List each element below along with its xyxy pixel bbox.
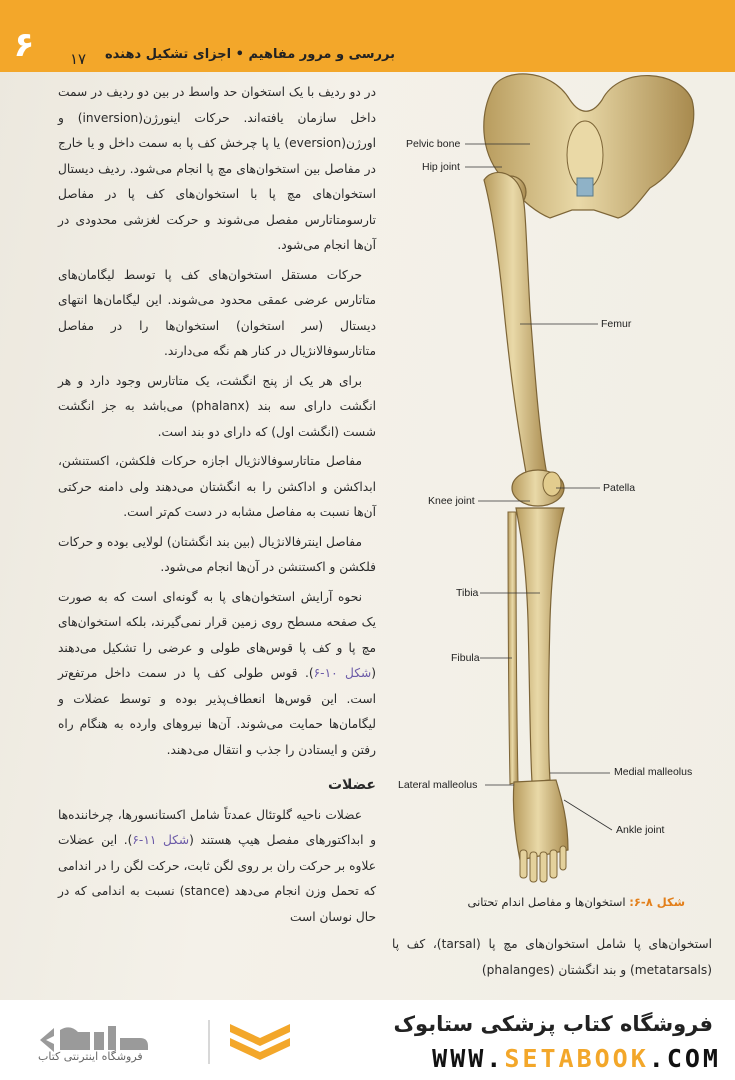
- logo-subtitle: فروشگاه اینترنتی کتاب: [38, 1050, 143, 1063]
- muscle-paragraph: عضلات ناحیه گلوتئال عمدتاً شامل اکستانسورها، چرخاننده‌ها و ابداکتورهای مفصل هیپ هستند (شکل ۱۱-۶). این عضلات علاوه بر حرکت ران بر روی لگن ثابت، حرکت لگن را در اندامی که تحمل وزن انجام می‌دهد (stance) نسبت به اندامی که در حال نوسان است: [58, 807, 377, 924]
- label-knee-joint: Knee joint: [428, 495, 475, 507]
- arch-paragraph: نحوه آرایش استخوان‌های پا به گونه‌ای است که به صورت یک صفحه مسطح روی زمین قرار نمی‌گیرند، بلکه استخوان‌های مچ پا و کف پا قوس‌های طولی و عرضی را تشکیل می‌دهند (شکل ۱۰-۶). قوس طولی کف پا در سمت داخل مرتفع‌تر است. این قوس‌ها انعطاف‌پذیر بوده و توسط عضلات و لیگامان‌ها حمایت می‌شوند. آن‌ها نیروهای وارده به هنگام راه رفتن و ایستادن را جذب و انتقال می‌دهند.: [58, 589, 376, 757]
- femur-shape: [484, 172, 548, 484]
- store-name: فروشگاه کتاب پزشکی ستابوک: [393, 1012, 713, 1036]
- store-url-link[interactable]: WWW.SETABOOK.COM: [432, 1044, 721, 1073]
- store-footer-banner: [0, 1000, 735, 1080]
- paragraph: در دو ردیف با یک استخوان حد واسط در بین دو ردیف در سمت داخل سازمان یافته‌اند. حرکات اینورژن(inversion) و اورژن(eversion) یا پا چرخش کف پا به سمت داخل و یا خارج در مفاصل بین استخوان‌های مچ پا انجام می‌شود. ردیف دیستال استخوان‌های مچ پا با استخوان‌های کف پا در مفاصل تارسومتاتارس مفصل می‌شوند و حرکت لغزشی محدودی در آن‌ها انجام می‌شود.: [58, 85, 376, 252]
- label-patella: Patella: [603, 482, 636, 494]
- fibula-shape: [508, 512, 518, 784]
- paragraph: حرکات مستقل استخوان‌های کف پا توسط لیگامان‌های متاتارس عرضی عمقی محدود می‌شوند. این لیگامان‌ها انتهای دیستال (سر استخوان) استخوان‌ها را در مفاصل متاتارسوفالانژیال در کنار هم نگه می‌دارند.: [58, 267, 376, 358]
- figure-reference[interactable]: شکل ۱۱-۶: [132, 833, 190, 847]
- tibia-shape: [516, 508, 564, 782]
- label-ankle-joint: Ankle joint: [616, 824, 665, 836]
- caption-number: شکل ۸-۶:: [629, 895, 685, 909]
- paragraph: مفاصل متاتارسوفالانژیال اجازه حرکات فلکشن، اکستنشن، ابداکشن و اداکشن را به انگشتان می‌دهند ولی دامنه حرکتی آن‌ها نسبت به مفاصل مشابه در دست کم‌تر است.: [58, 454, 376, 519]
- label-femur: Femur: [601, 318, 632, 330]
- lower-limb-figure: [380, 60, 735, 900]
- label-lateral-malleolus: Lateral malleolus: [398, 779, 478, 791]
- figure-caption: [395, 895, 685, 909]
- paragraph: برای هر یک از پنج انگشت، یک متاتارس وجود دارد و هر انگشت دارای سه بند (phalanx) می‌باشد به جز انگشت شست (انگشت اول) که دارای دو بند است.: [58, 373, 377, 439]
- label-tibia: Tibia: [456, 587, 479, 599]
- paragraph: مفاصل اینترفالانژیال (بین بند انگشتان) لولایی بوده و حرکات فلکشن و اکستنشن در آن‌ها انجام می‌شود.: [58, 534, 376, 574]
- right-column-text: [392, 932, 712, 983]
- paragraph: استخوان‌های پا شامل استخوان‌های مچ پا (tarsal)، کف پا (metatarsals) و بند انگشتان (phalanges): [392, 937, 712, 977]
- label-pelvic-bone: Pelvic bone: [406, 138, 461, 150]
- page-number: ۱۷: [70, 50, 87, 68]
- label-fibula: Fibula: [451, 652, 480, 664]
- caption-text: استخوان‌ها و مفاصل اندام تحتانی: [467, 895, 626, 909]
- chapter-number: ۶: [13, 25, 35, 65]
- figure-reference[interactable]: شکل ۱۰-۶: [313, 666, 372, 680]
- label-medial-malleolus: Medial malleolus: [614, 766, 693, 778]
- label-hip-joint: Hip joint: [422, 161, 460, 173]
- main-body-text: [58, 80, 376, 934]
- section-title: عضلات: [327, 777, 376, 793]
- running-head: بررسی و مرور مفاهیم • اجزای تشکیل دهنده: [105, 47, 395, 62]
